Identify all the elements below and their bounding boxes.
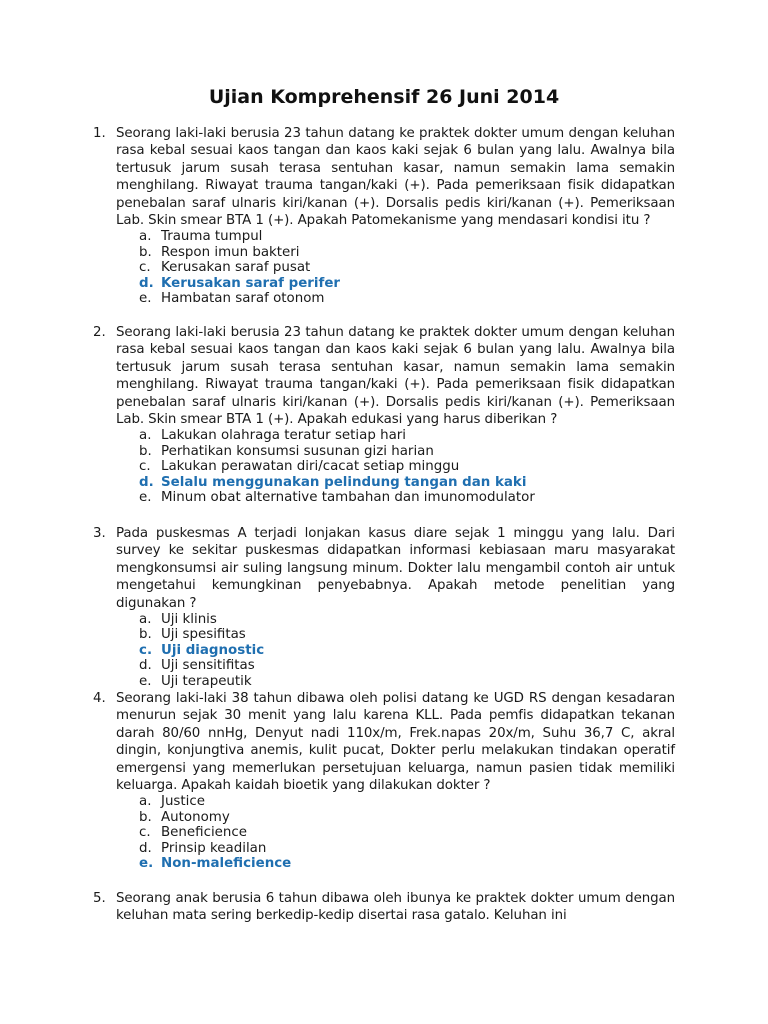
option-text: Uji sensitifitas bbox=[161, 658, 255, 674]
option-item-correct bbox=[139, 643, 675, 658]
option-item bbox=[139, 794, 675, 809]
question-number: 3. bbox=[93, 526, 106, 541]
option-text: Prinsip keadilan bbox=[161, 840, 267, 856]
option-text: Justice bbox=[161, 794, 205, 810]
option-letter: d. bbox=[139, 840, 152, 856]
option-text: Perhatikan konsumsi susunan gizi harian bbox=[161, 443, 434, 459]
option-item bbox=[139, 444, 675, 459]
option-item bbox=[139, 658, 675, 673]
option-item bbox=[139, 229, 675, 244]
question-text: Seorang laki-laki 38 tahun dibawa oleh polisi datang ke UGD RS dengan kesadaran menurun sejak 30 menit yang lalu karena KLL. Pada pemfis didapatkan tekanan darah 80/60 nnHg, Denyut nadi 110x/m, Frek.napas 20x/m, Suhu 36,7 C, akral dingin, konjungtiva anemis, kulit pucat, Dokter perlu melakukan tindakan operatif emergensi yang memerlukan persetujuan keluarga, namun pasien tidak memiliki keluarga. Apakah kaidah bioetik yang dilakukan dokter ? bbox=[116, 691, 675, 794]
option-letter: a. bbox=[139, 428, 152, 444]
option-text: Uji klinis bbox=[161, 612, 217, 628]
option-item bbox=[139, 825, 675, 840]
question-text: Seorang anak berusia 6 tahun dibawa oleh ibunya ke praktek dokter umum dengan keluhan mata sering berkedip-kedip disertai rasa gatalo. Keluhan ini bbox=[116, 891, 675, 924]
question-number: 1. bbox=[93, 126, 106, 141]
option-item-correct bbox=[139, 856, 675, 871]
question-item bbox=[93, 324, 675, 505]
question-number: 5. bbox=[93, 891, 106, 906]
option-letter: c. bbox=[139, 459, 151, 475]
question-item bbox=[93, 690, 675, 871]
option-text: Selalu menggunakan pelindung tangan dan kaki bbox=[161, 474, 527, 490]
options-list bbox=[139, 794, 675, 871]
option-text: Uji spesifitas bbox=[161, 627, 246, 643]
question-number: 4. bbox=[93, 691, 106, 706]
option-text: Autonomy bbox=[161, 809, 230, 825]
option-text: Uji diagnostic bbox=[161, 642, 265, 658]
option-item bbox=[139, 260, 675, 275]
question-text: Pada puskesmas A terjadi lonjakan kasus diare sejak 1 minggu yang lalu. Dari survey ke sekitar puskesmas didapatkan informasi kebiasaan maru masyarakat mengkonsumsi air suling langsung minum. Dokter lalu mengambil contoh air untuk mengetahui kemungkinan penyebabnya. Apakah metode penelitian yang digunakan ? bbox=[116, 526, 675, 611]
option-item bbox=[139, 674, 675, 689]
option-letter: a. bbox=[139, 612, 152, 628]
option-letter: d. bbox=[139, 658, 152, 674]
option-text: Kerusakan saraf pusat bbox=[161, 260, 311, 276]
option-text: Lakukan perawatan diri/cacat setiap minggu bbox=[161, 459, 460, 475]
question-item bbox=[93, 525, 675, 689]
option-letter: e. bbox=[139, 490, 152, 506]
question-number: 2. bbox=[93, 325, 106, 340]
options-list bbox=[139, 229, 675, 306]
option-text: Lakukan olahraga teratur setiap hari bbox=[161, 428, 407, 444]
option-letter: a. bbox=[139, 229, 152, 245]
option-item bbox=[139, 428, 675, 443]
option-text: Minum obat alternative tambahan dan imunomodulator bbox=[161, 490, 535, 506]
option-text: Respon imun bakteri bbox=[161, 244, 300, 260]
option-item-correct bbox=[139, 276, 675, 291]
option-letter: c. bbox=[139, 825, 151, 841]
option-text: Non-maleficience bbox=[161, 856, 292, 872]
option-item bbox=[139, 612, 675, 627]
option-item bbox=[139, 490, 675, 505]
option-text: Beneficience bbox=[161, 825, 247, 841]
options-list bbox=[139, 612, 675, 689]
question-item bbox=[93, 125, 675, 306]
question-item bbox=[93, 890, 675, 925]
option-letter: d. bbox=[139, 275, 154, 291]
option-letter: b. bbox=[139, 443, 152, 459]
option-letter: b. bbox=[139, 244, 152, 260]
options-list bbox=[139, 428, 675, 505]
option-item bbox=[139, 245, 675, 260]
option-letter: e. bbox=[139, 291, 152, 307]
option-letter: a. bbox=[139, 794, 152, 810]
option-letter: c. bbox=[139, 260, 151, 276]
question-text: Seorang laki-laki berusia 23 tahun datang ke praktek dokter umum dengan keluhan rasa kebal sesuai kaos tangan dan kaos kaki sejak 6 bulan yang lalu. Awalnya bila tertusuk jarum susah terasa sentuhan kasar, namun semakin lama semakin menghilang. Riwayat trauma tangan/kaki (+). Pada pemeriksaan fisik didapatkan penebalan saraf ulnaris kiri/kanan (+). Dorsalis pedis kiri/kanan (+). Pemeriksaan Lab. Skin smear BTA 1 (+). Apakah edukasi yang harus diberikan ? bbox=[116, 325, 675, 428]
question-text: Seorang laki-laki berusia 23 tahun datang ke praktek dokter umum dengan keluhan rasa kebal sesuai kaos tangan dan kaos kaki sejak 6 bulan yang lalu. Awalnya bila tertusuk jarum susah terasa sentuhan kasar, namun semakin lama semakin menghilang. Riwayat trauma tangan/kaki (+). Pada pemeriksaan fisik didapatkan penebalan saraf ulnaris kiri/kanan (+). Dorsalis pedis kiri/kanan (+). Pemeriksaan Lab. Skin smear BTA 1 (+). Apakah Patomekanisme yang mendasari kondisi itu ? bbox=[116, 126, 675, 229]
option-item-correct bbox=[139, 475, 675, 490]
page-title: Ujian Komprehensif 26 Juni 2014 bbox=[208, 86, 560, 108]
option-text: Uji terapeutik bbox=[161, 673, 252, 689]
option-text: Trauma tumpul bbox=[161, 229, 263, 245]
option-text: Kerusakan saraf perifer bbox=[161, 275, 341, 291]
option-letter: c. bbox=[139, 642, 153, 658]
option-text: Hambatan saraf otonom bbox=[161, 291, 325, 307]
option-item bbox=[139, 459, 675, 474]
option-letter: d. bbox=[139, 474, 154, 490]
option-item bbox=[139, 810, 675, 825]
option-letter: b. bbox=[139, 627, 152, 643]
option-item bbox=[139, 291, 675, 306]
option-item bbox=[139, 841, 675, 856]
option-letter: e. bbox=[139, 856, 154, 872]
option-letter: e. bbox=[139, 673, 152, 689]
option-letter: b. bbox=[139, 809, 152, 825]
option-item bbox=[139, 627, 675, 642]
